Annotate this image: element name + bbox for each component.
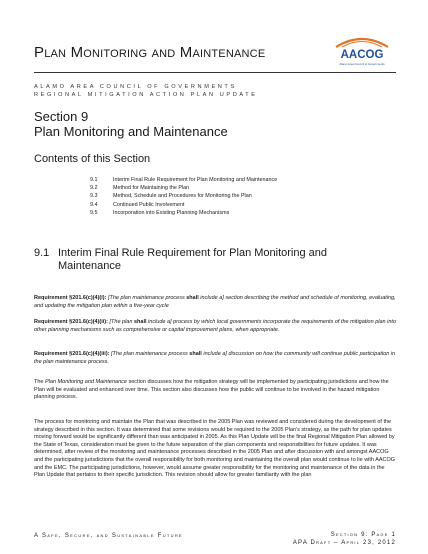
toc-item-label: Incorporation into Existing Planning Mechanisms: [113, 209, 230, 216]
requirement-text: [The plan maintenance process: [106, 295, 187, 301]
requirement-block: [34, 295, 396, 310]
toc-item[interactable]: [90, 192, 277, 200]
section-title: Plan Monitoring and Maintenance: [34, 124, 228, 139]
toc-item[interactable]: [90, 209, 277, 217]
toc-item-number: 9.5: [90, 209, 98, 216]
requirement-text: [The plan: [107, 319, 134, 325]
requirement-ref: Requirement §201.6(c)(4)(i):: [34, 295, 107, 301]
toc-item[interactable]: [90, 184, 277, 192]
subsection-heading: [34, 247, 378, 273]
requirement-shall: shall: [186, 295, 199, 301]
toc-item-label: Interim Final Rule Requirement for Plan Monitoring and Maintenance: [113, 177, 278, 183]
body-paragraph: [34, 379, 396, 402]
footer-draft-date: APA Draft – April 23, 2012: [292, 540, 396, 547]
footer-page-number: Section 9: Page 1: [330, 532, 396, 538]
paragraph-text: The: [34, 379, 46, 385]
footer-tagline: A Safe, Secure, and Sustainable Future: [34, 533, 184, 539]
toc-item-number: 9.2: [90, 185, 98, 192]
table-of-contents: [90, 176, 277, 217]
requirement-block: [34, 351, 396, 366]
contents-heading: Contents of this Section: [34, 153, 151, 165]
requirement-text: include a] process by which local governments incorporate the requirements of the mitigation plan into other planning mechanisms such as comprehensive or capital improvement plans, when appropriate.: [34, 319, 396, 333]
requirement-ref: Requirement §201.6(c)(4)(ii):: [34, 319, 108, 325]
requirement-shall: shall: [133, 319, 147, 325]
logo-wordmark: AACOG: [340, 49, 384, 61]
requirement-shall: shall: [189, 351, 202, 357]
org-name: ALAMO AREA COUNCIL OF GOVERNMENTS: [34, 84, 237, 90]
paragraph-italic: Plan Monitoring and Maintenance: [45, 379, 127, 385]
toc-item-label: Method, Schedule and Procedures for Monitoring the Plan: [113, 193, 252, 200]
subsection-title: Interim Final Rule Requirement for Plan Monitoring and Maintenance: [58, 247, 328, 272]
requirement-text: include a] discussion on how the community will continue public participation in the plan maintenance process.: [34, 351, 396, 365]
requirement-ref: Requirement §201.6(c)(4)(iii):: [34, 351, 110, 357]
requirement-text: [The plan maintenance process: [109, 351, 190, 357]
logo-subtitle: Alamo Area Council of Governments: [339, 62, 385, 66]
requirement-block: [34, 319, 396, 334]
footer-page-info: [230, 531, 396, 548]
paragraph-text: section discusses how the mitigation strategy will be implemented by participating jurisdictions and how the Plan will be evaluated and enhanced over time. This section also discusses how the public will continue to be involved in the hazard mitigation planning process.: [34, 379, 389, 401]
aacog-logo: [330, 34, 394, 70]
header-divider: [34, 72, 396, 73]
header-title: Plan Monitoring and Maintenance: [34, 44, 266, 61]
plan-name: REGIONAL MITIGATION ACTION PLAN UPDATE: [34, 92, 258, 98]
requirement-text: include a] section describing the method and schedule of monitoring, evaluating, and updating the mitigation plan within a five-year cycle: [34, 295, 396, 309]
toc-item-label: Method for Maintaining the Plan: [113, 185, 190, 192]
toc-item-number: 9.1: [90, 177, 98, 183]
body-paragraph: The process for monitoring and maintain the Plan that was described in the 2005 Plan was reviewed and considered during the development of the strategy described in this section. It was determined that some revisions would be required to the 2005 Plan’s strategy, as the path for plan updates moving forward would be significantly different than was anticipated in 2005. As this Plan Update will be the final Regional Mitigation Plan allowed by the State of Texas, consideration must be given to the future separation of the plan components and responsibilities for future updates. It was determined, after review of the monitoring and maintenance processes described in the 2005 Plan and after discussion with and amongst AACOG and the participating jurisdictions that the overall responsibility for both monitoring and maintaining the overall plan would continue to lie with AACOG and the EMC. The participating jurisdictions, however, would assume greater responsibility for the monitoring and maintenance of the data in the Plan Update that pertains to their specific jurisdiction. This revision should allow for greater familiarity with the plan: [34, 419, 396, 479]
section-number: Section 9: [34, 109, 89, 124]
subsection-number: 9.1: [34, 247, 50, 259]
toc-item-number: 9.3: [90, 193, 98, 200]
toc-item-number: 9.4: [90, 201, 98, 208]
toc-item[interactable]: [90, 201, 277, 209]
toc-item[interactable]: [90, 176, 277, 184]
toc-item-label: Continued Public Involvement: [113, 201, 185, 208]
